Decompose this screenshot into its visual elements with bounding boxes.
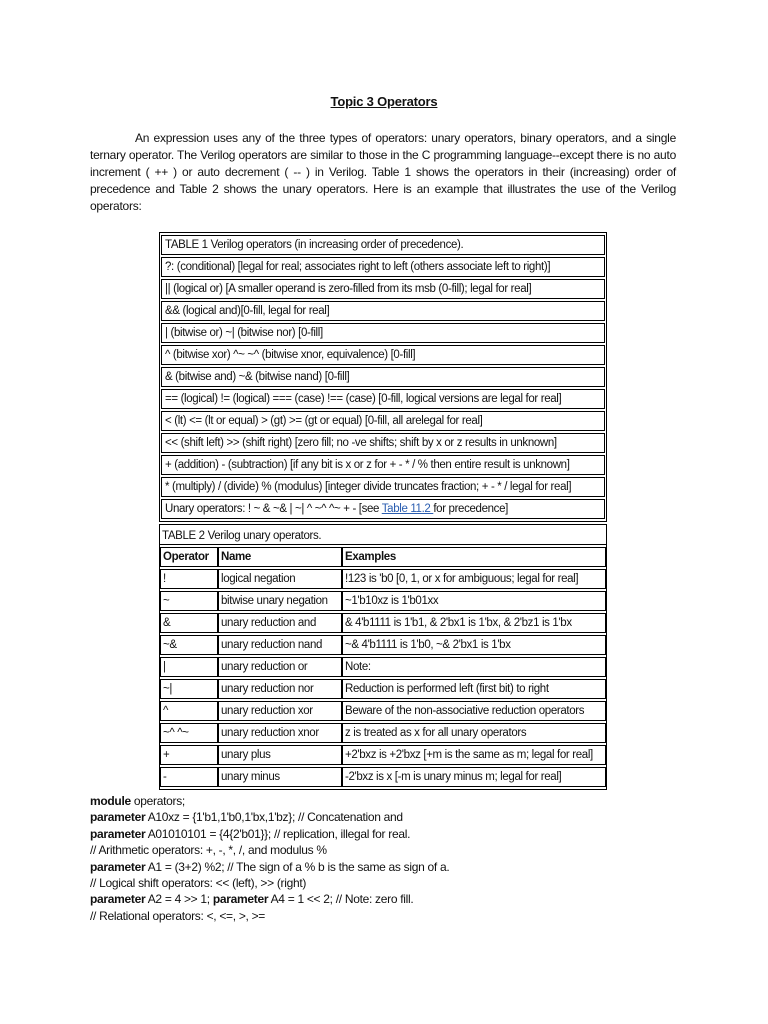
verilog-code-block (90, 793, 690, 924)
table1-row: << (shift left) >> (shift right) [zero fill; no -ve shifts; shift by x or z results in unknown] (161, 433, 605, 453)
example-cell: -2'bxz is x [-m is unary minus m; legal for real] (342, 767, 606, 787)
example-cell: +2'bxz is +2'bxz [+m is the same as m; legal for real] (342, 745, 606, 765)
name-cell: unary minus (218, 767, 342, 787)
code-keyword: module (90, 794, 131, 808)
table1-row: == (logical) != (logical) === (case) !== (case) [0-fill, logical versions are legal for real] (161, 389, 605, 409)
table-row (160, 767, 606, 787)
code-text: A1 = (3+2) %2; // The sign of a % b is the same as sign of a. (145, 859, 450, 874)
code-line (90, 859, 690, 875)
code-text: A2 = 4 >> 1; (145, 892, 213, 907)
table-11-2-link[interactable]: Table 11.2 (381, 503, 434, 515)
code-keyword: parameter (90, 892, 146, 907)
table-row (160, 723, 606, 743)
code-keyword: parameter (90, 826, 146, 841)
code-keyword: parameter (90, 859, 146, 874)
table1-row: || (logical or) [A smaller operand is zero-filled from its msb (0-fill); legal for real] (161, 279, 605, 299)
table1-row-unary (161, 499, 605, 519)
name-cell: unary reduction nor (218, 679, 342, 699)
code-text: // Arithmetic operators: +, -, *, /, and modulus % (90, 843, 327, 858)
name-cell: logical negation (218, 569, 342, 589)
operators-precedence-table (159, 232, 607, 522)
code-text: // Relational operators: <, <=, >, >= (90, 908, 266, 923)
header-operator: Operator (160, 547, 218, 567)
code-line (90, 908, 690, 924)
code-line (90, 809, 690, 825)
table1-row: < (lt) <= (lt or equal) > (gt) >= (gt or equal) [0-fill, all arelegal for real] (161, 411, 605, 431)
table1-row: | (bitwise or) ~| (bitwise nor) [0-fill] (161, 323, 605, 343)
table1-row: * (multiply) / (divide) % (modulus) [integer divide truncates fraction; + - * / legal for real] (161, 477, 605, 497)
operator-cell: ~^ ^~ (160, 723, 218, 743)
example-cell: & 4'b1111 is 1'b1, & 2'bx1 is 1'bx, & 2'bz1 is 1'bx (342, 613, 606, 633)
intro-paragraph: An expression uses any of the three types of operators: unary operators, binary operators, and a single ternary operator. The Verilog operators are similar to those in the C programming language--except there is no auto increment ( ++ ) or auto decrement ( -- ) in Verilog. Table 1 shows the operators in their (increasing) order of precedence and Table 2 shows the unary operators. Here is an example that illustrates the use of the Verilog operators: (90, 131, 676, 213)
unary-row-suffix: for precedence] (433, 503, 508, 515)
operator-cell: + (160, 745, 218, 765)
table1-row: ?: (conditional) [legal for real; associates right to left (others associate left to right)] (161, 257, 605, 277)
code-line (90, 793, 690, 809)
unary-operators-table (159, 524, 607, 790)
table-row (160, 569, 606, 589)
table1-caption: TABLE 1 Verilog operators (in increasing order of precedence). (161, 235, 605, 255)
example-cell: Reduction is performed left (first bit) to right (342, 679, 606, 699)
operator-cell: ^ (160, 701, 218, 721)
table1-row: && (logical and)[0-fill, legal for real] (161, 301, 605, 321)
operator-cell: & (160, 613, 218, 633)
name-cell: unary reduction and (218, 613, 342, 633)
table-row (160, 701, 606, 721)
example-cell: !123 is 'b0 [0, 1, or x for ambiguous; legal for real] (342, 569, 606, 589)
code-text: // Logical shift operators: << (left), >> (right) (90, 876, 307, 891)
table-row (160, 635, 606, 655)
operator-cell: ~ (160, 591, 218, 611)
code-keyword: parameter (90, 810, 146, 825)
code-line (90, 842, 690, 858)
table1-row: + (addition) - (subtraction) [if any bit is x or z for + - * / % then entire result is unknown] (161, 455, 605, 475)
page-title: Topic 3 Operators (330, 94, 438, 109)
operator-cell: | (160, 657, 218, 677)
example-cell: z is treated as x for all unary operators (342, 723, 606, 743)
header-name: Name (218, 547, 342, 567)
table2-caption: TABLE 2 Verilog unary operators. (160, 527, 606, 545)
code-line (90, 891, 690, 907)
code-text: A01010101 = {4{2'b01}}; // replication, illegal for real. (145, 826, 411, 841)
name-cell: unary reduction xor (218, 701, 342, 721)
name-cell: unary reduction xnor (218, 723, 342, 743)
code-line (90, 826, 690, 842)
operator-cell: ~& (160, 635, 218, 655)
table-row (160, 613, 606, 633)
example-cell: ~& 4'b1111 is 1'b0, ~& 2'bx1 is 1'bx (342, 635, 606, 655)
operator-cell: - (160, 767, 218, 787)
code-text: A4 = 1 << 2; // Note: zero fill. (268, 892, 414, 907)
operator-cell: ! (160, 569, 218, 589)
table-row (160, 745, 606, 765)
table-row (160, 679, 606, 699)
name-cell: unary plus (218, 745, 342, 765)
code-keyword: parameter (212, 892, 269, 907)
name-cell: unary reduction or (218, 657, 342, 677)
header-examples: Examples (342, 547, 606, 567)
name-cell: unary reduction nand (218, 635, 342, 655)
table-row (160, 657, 606, 677)
example-cell: Note: (342, 657, 606, 677)
name-cell: bitwise unary negation (218, 591, 342, 611)
table1-row: ^ (bitwise xor) ^~ ~^ (bitwise xnor, equivalence) [0-fill] (161, 345, 605, 365)
table1-row: & (bitwise and) ~& (bitwise nand) [0-fill] (161, 367, 605, 387)
code-text: A10xz = {1'b1,1'b0,1'bx,1'bz}; // Concatenation and (145, 810, 403, 825)
code-line (90, 875, 690, 891)
operator-cell: ~| (160, 679, 218, 699)
unary-row-prefix: Unary operators: ! ~ & ~& | ~| ^ ~^ ^~ + - [see (165, 503, 382, 515)
example-cell: Beware of the non-associative reduction operators (342, 701, 606, 721)
example-cell: ~1'b10xz is 1'b01xx (342, 591, 606, 611)
code-text: operators; (130, 794, 185, 808)
table-row (160, 591, 606, 611)
